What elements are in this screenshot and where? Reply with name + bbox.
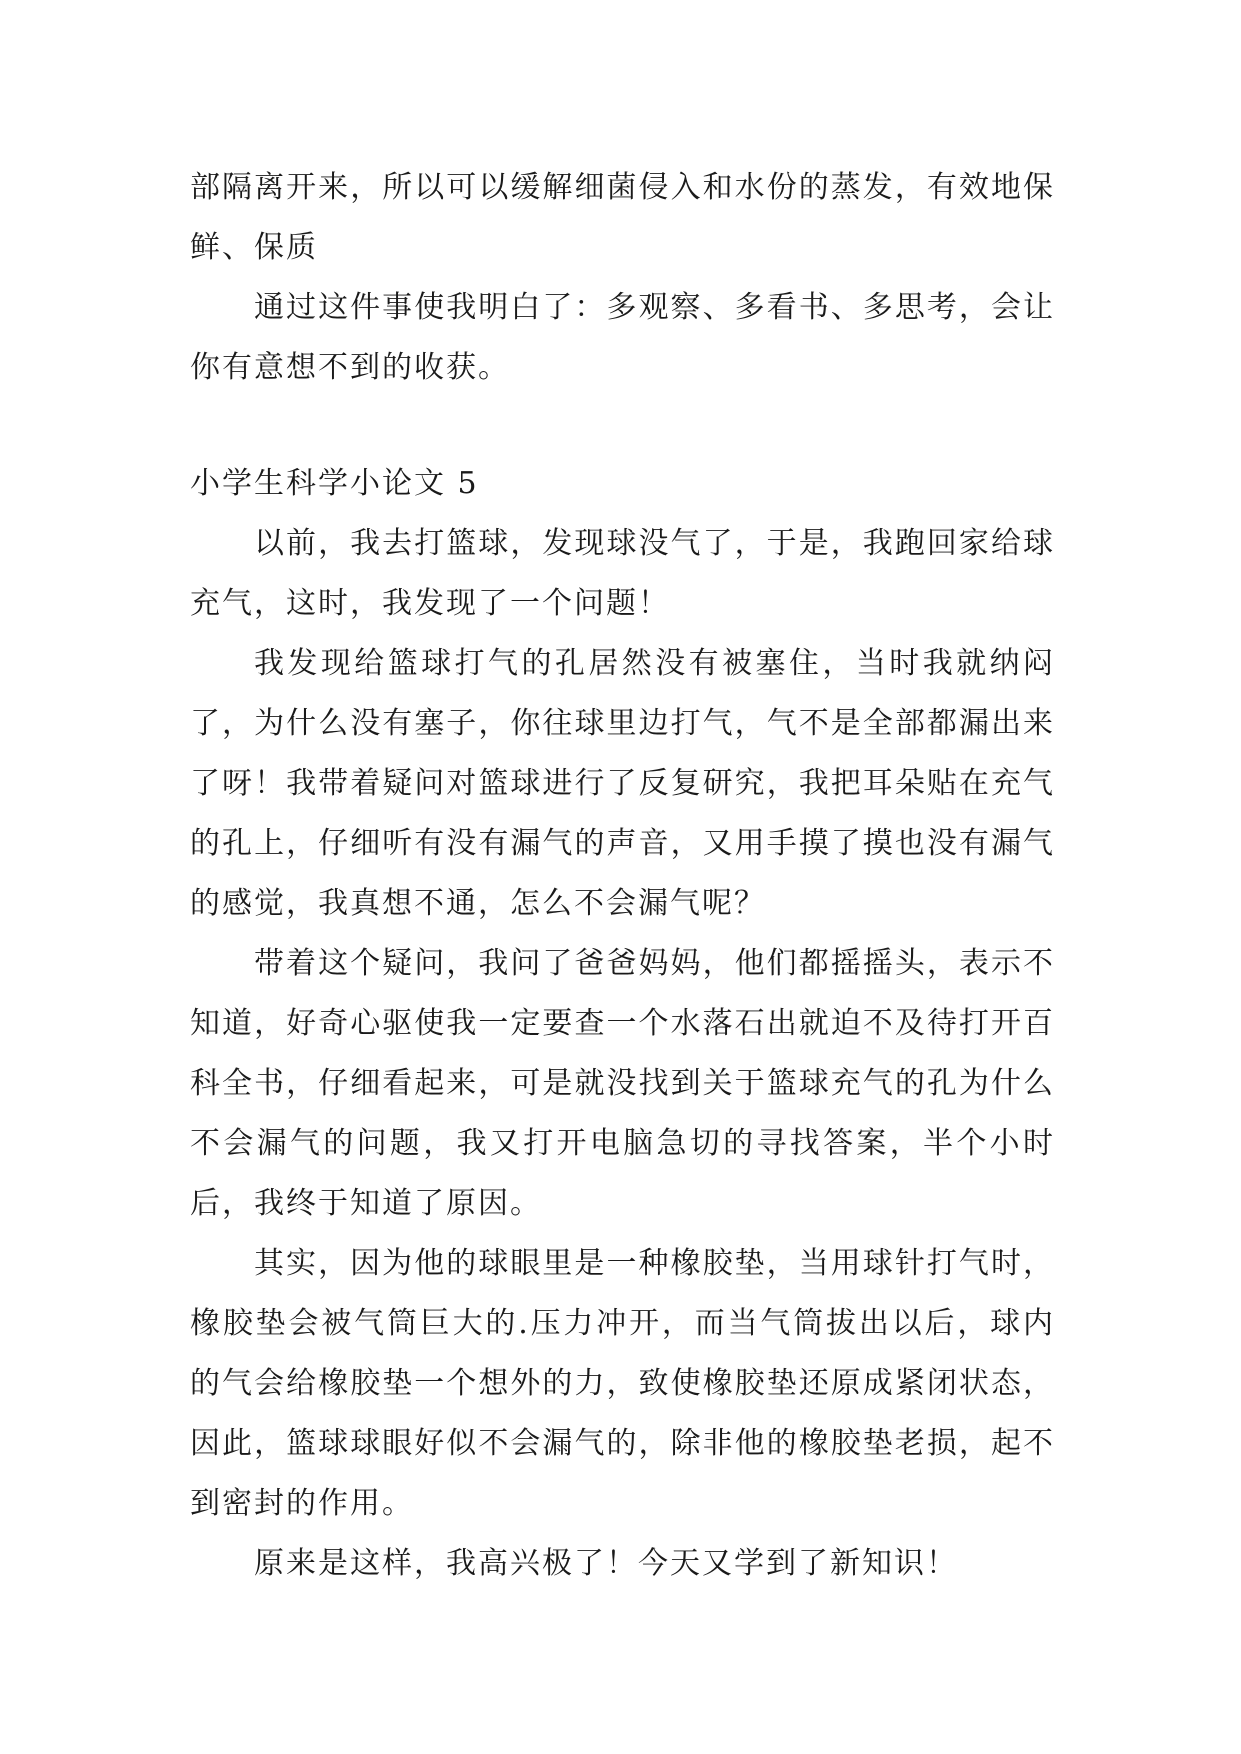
- paragraph: 原来是这样，我高兴极了！今天又学到了新知识！: [254, 1546, 958, 1581]
- paragraph: 其实，因为他的球眼里是一种橡胶垫，当用球针打气时，橡胶垫会被气筒巨大的.压力冲开，而当气筒拔出以后，球内的气会给橡胶垫一个想外的力，致使橡胶垫还原成紧闭状态，因此，篮球球眼好似不会漏气的，除非他的橡胶垫老损，起不到密封的作用。: [190, 1246, 1055, 1521]
- document-body: [190, 158, 1055, 1594]
- paragraph: 以前，我去打篮球，发现球没气了，于是，我跑回家给球充气，这时，我发现了一个问题！: [190, 526, 1055, 621]
- section-title: 小学生科学小论文 5: [190, 466, 479, 501]
- paragraph: 带着这个疑问，我问了爸爸妈妈，他们都摇摇头，表示不知道，好奇心驱使我一定要查一个水落石出就迫不及待打开百科全书，仔细看起来，可是就没找到关于篮球充气的孔为什么不会漏气的问题，我又打开电脑急切的寻找答案，半个小时后，我终于知道了原因。: [190, 946, 1055, 1221]
- paragraph-conclusion: 通过这件事使我明白了：多观察、多看书、多思考，会让你有意想不到的收获。: [190, 290, 1055, 385]
- paragraph-continued: 部隔离开来，所以可以缓解细菌侵入和水份的蒸发，有效地保鲜、保质: [190, 170, 1055, 265]
- paragraph: 我发现给篮球打气的孔居然没有被塞住，当时我就纳闷了，为什么没有塞子，你往球里边打气，气不是全部都漏出来了呀！我带着疑问对篮球进行了反复研究，我把耳朵贴在充气的孔上，仔细听有没有漏气的声音，又用手摸了摸也没有漏气的感觉，我真想不通，怎么不会漏气呢？: [190, 646, 1055, 921]
